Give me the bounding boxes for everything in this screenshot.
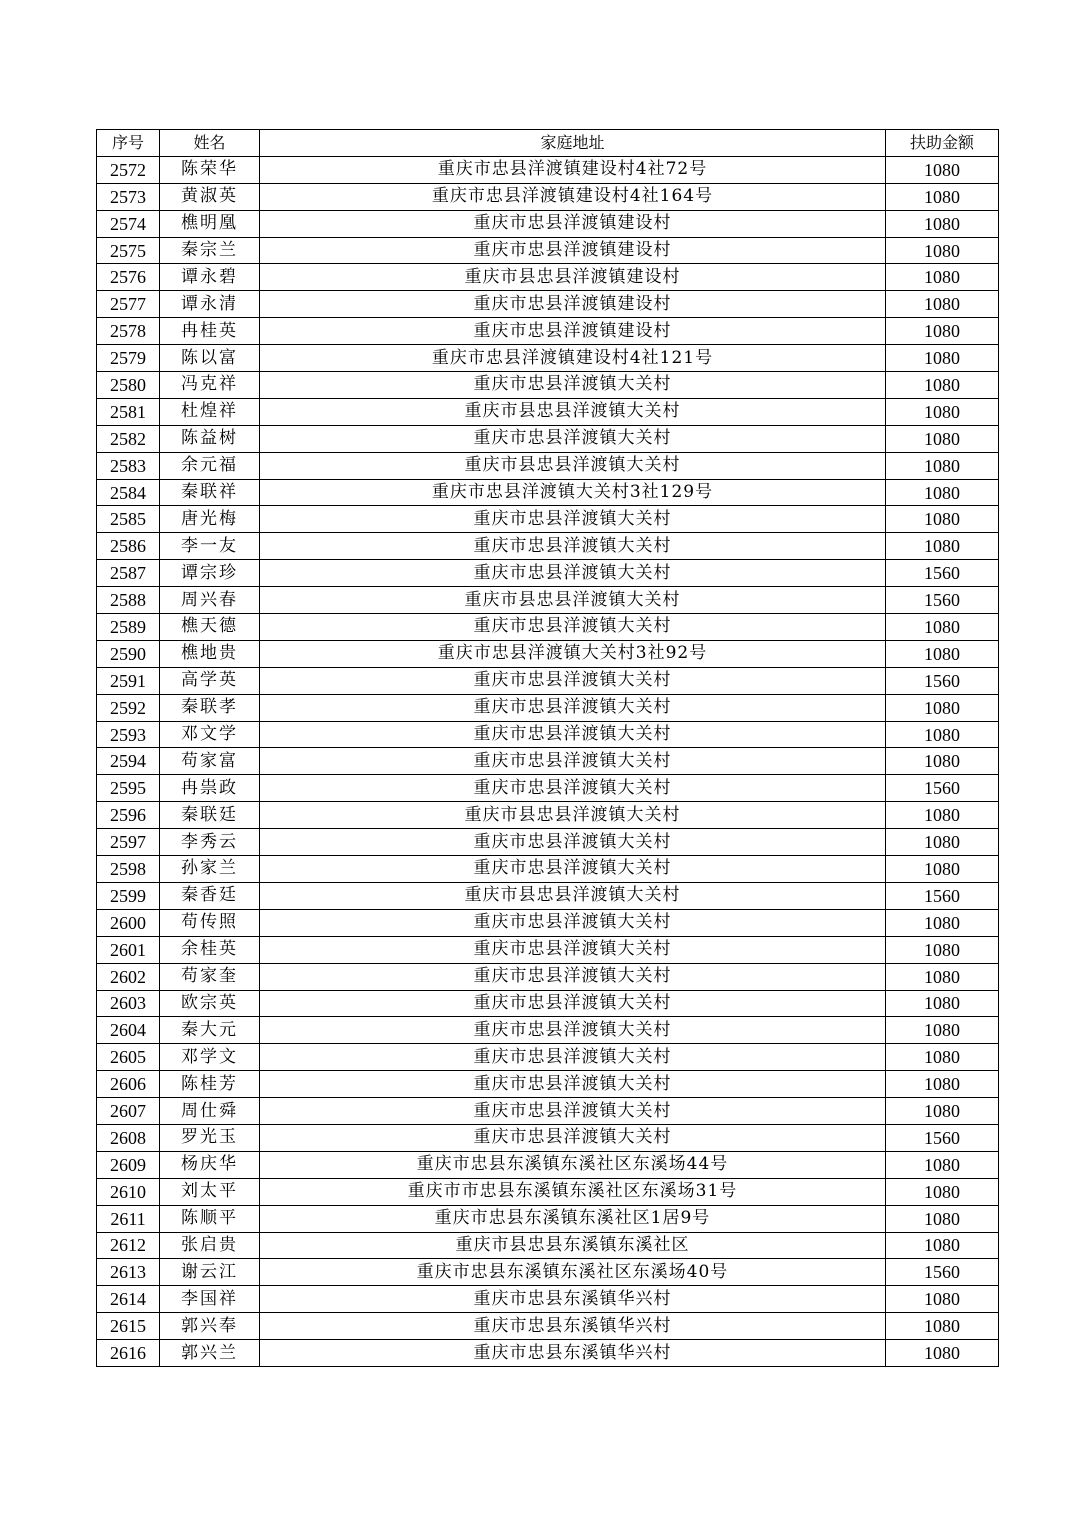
address-cell: 重庆市县忠县东溪镇东溪社区 [260,1232,886,1259]
name-cell: 谭永清 [160,291,260,318]
serial-cell: 2581 [97,398,160,425]
table-row [97,425,999,452]
name-cell: 张启贵 [160,1232,260,1259]
name-cell: 黄淑英 [160,183,260,210]
serial-cell: 2603 [97,990,160,1017]
address-cell: 重庆市县忠县洋渡镇建设村 [260,264,886,291]
name-cell: 秦联孝 [160,694,260,721]
table-row [97,533,999,560]
amount-cell: 1080 [886,1044,999,1071]
table-row [97,345,999,372]
address-cell: 重庆市忠县洋渡镇大关村3社129号 [260,479,886,506]
amount-cell: 1080 [886,1071,999,1098]
table-row [97,1178,999,1205]
serial-cell: 2583 [97,452,160,479]
serial-cell: 2576 [97,264,160,291]
amount-cell: 1080 [886,963,999,990]
table-row [97,1124,999,1151]
name-cell: 樵明凰 [160,210,260,237]
amount-cell: 1560 [886,1124,999,1151]
table-row [97,614,999,641]
name-cell: 秦联祥 [160,479,260,506]
name-cell: 谭永碧 [160,264,260,291]
serial-cell: 2598 [97,856,160,883]
amount-cell: 1080 [886,210,999,237]
table-row [97,1313,999,1340]
address-cell: 重庆市县忠县洋渡镇大关村 [260,882,886,909]
name-cell: 周仕舜 [160,1098,260,1125]
column-header-amount: 扶助金额 [886,130,999,157]
serial-cell: 2602 [97,963,160,990]
address-cell: 重庆市县忠县洋渡镇大关村 [260,398,886,425]
amount-cell: 1080 [886,1017,999,1044]
amount-cell: 1080 [886,1313,999,1340]
name-cell: 郭兴奉 [160,1313,260,1340]
amount-cell: 1080 [886,990,999,1017]
serial-cell: 2579 [97,345,160,372]
address-cell: 重庆市忠县洋渡镇建设村 [260,237,886,264]
address-cell: 重庆市忠县洋渡镇大关村 [260,614,886,641]
serial-cell: 2605 [97,1044,160,1071]
amount-cell: 1080 [886,721,999,748]
table-row [97,694,999,721]
amount-cell: 1080 [886,506,999,533]
amount-cell: 1080 [886,748,999,775]
serial-cell: 2606 [97,1071,160,1098]
name-cell: 陈顺平 [160,1205,260,1232]
table-body [97,156,999,1366]
address-cell: 重庆市忠县东溪镇东溪社区东溪场44号 [260,1151,886,1178]
name-cell: 陈以富 [160,345,260,372]
name-cell: 苟家富 [160,748,260,775]
serial-cell: 2613 [97,1259,160,1286]
address-cell: 重庆市忠县东溪镇华兴村 [260,1340,886,1367]
amount-cell: 1080 [886,372,999,399]
name-cell: 郭兴兰 [160,1340,260,1367]
address-cell: 重庆市忠县洋渡镇大关村 [260,909,886,936]
relief-table [96,129,999,1367]
serial-cell: 2615 [97,1313,160,1340]
name-cell: 余桂英 [160,936,260,963]
address-cell: 重庆市忠县洋渡镇大关村 [260,1098,886,1125]
amount-cell: 1080 [886,1178,999,1205]
table-row [97,748,999,775]
amount-cell: 1080 [886,398,999,425]
serial-cell: 2592 [97,694,160,721]
table-row [97,990,999,1017]
address-cell: 重庆市忠县东溪镇东溪社区1居9号 [260,1205,886,1232]
table-row [97,1044,999,1071]
column-header-name: 姓名 [160,130,260,157]
amount-cell: 1560 [886,1259,999,1286]
table-row [97,1259,999,1286]
amount-cell: 1080 [886,345,999,372]
amount-cell: 1080 [886,936,999,963]
address-cell: 重庆市忠县洋渡镇大关村 [260,936,886,963]
amount-cell: 1080 [886,318,999,345]
serial-cell: 2601 [97,936,160,963]
amount-cell: 1080 [886,856,999,883]
name-cell: 杨庆华 [160,1151,260,1178]
table-row [97,587,999,614]
address-cell: 重庆市忠县洋渡镇大关村3社92号 [260,640,886,667]
table-row [97,183,999,210]
serial-cell: 2588 [97,587,160,614]
relief-table-sheet [96,129,998,1367]
serial-cell: 2577 [97,291,160,318]
name-cell: 罗光玉 [160,1124,260,1151]
serial-cell: 2611 [97,1205,160,1232]
serial-cell: 2589 [97,614,160,641]
address-cell: 重庆市县忠县洋渡镇大关村 [260,452,886,479]
serial-cell: 2573 [97,183,160,210]
amount-cell: 1080 [886,1151,999,1178]
serial-cell: 2599 [97,882,160,909]
amount-cell: 1080 [886,802,999,829]
table-row [97,775,999,802]
address-cell: 重庆市忠县洋渡镇大关村 [260,560,886,587]
name-cell: 冉桂英 [160,318,260,345]
address-cell: 重庆市忠县洋渡镇大关村 [260,990,886,1017]
serial-cell: 2614 [97,1286,160,1313]
amount-cell: 1080 [886,1232,999,1259]
address-cell: 重庆市忠县洋渡镇大关村 [260,829,886,856]
column-header-address: 家庭地址 [260,130,886,157]
address-cell: 重庆市市忠县东溪镇东溪社区东溪场31号 [260,1178,886,1205]
address-cell: 重庆市忠县洋渡镇大关村 [260,856,886,883]
serial-cell: 2580 [97,372,160,399]
amount-cell: 1080 [886,452,999,479]
address-cell: 重庆市忠县洋渡镇大关村 [260,1017,886,1044]
address-cell: 重庆市忠县洋渡镇大关村 [260,963,886,990]
address-cell: 重庆市忠县洋渡镇建设村4社121号 [260,345,886,372]
table-row [97,479,999,506]
address-cell: 重庆市忠县洋渡镇大关村 [260,1071,886,1098]
table-row [97,963,999,990]
amount-cell: 1080 [886,1205,999,1232]
name-cell: 秦联廷 [160,802,260,829]
table-row [97,1340,999,1367]
table-row [97,1232,999,1259]
table-header-row [97,130,999,157]
name-cell: 陈荣华 [160,156,260,183]
table-row [97,506,999,533]
name-cell: 高学英 [160,667,260,694]
address-cell: 重庆市忠县东溪镇东溪社区东溪场40号 [260,1259,886,1286]
serial-cell: 2574 [97,210,160,237]
address-cell: 重庆市忠县洋渡镇大关村 [260,372,886,399]
amount-cell: 1080 [886,425,999,452]
address-cell: 重庆市忠县洋渡镇建设村4社164号 [260,183,886,210]
amount-cell: 1080 [886,264,999,291]
serial-cell: 2612 [97,1232,160,1259]
table-row [97,1071,999,1098]
amount-cell: 1080 [886,1098,999,1125]
amount-cell: 1080 [886,237,999,264]
serial-cell: 2587 [97,560,160,587]
amount-cell: 1080 [886,183,999,210]
serial-cell: 2575 [97,237,160,264]
serial-cell: 2593 [97,721,160,748]
table-row [97,264,999,291]
amount-cell: 1080 [886,640,999,667]
address-cell: 重庆市忠县洋渡镇大关村 [260,1124,886,1151]
table-row [97,1205,999,1232]
serial-cell: 2608 [97,1124,160,1151]
table-row [97,1098,999,1125]
name-cell: 唐光梅 [160,506,260,533]
amount-cell: 1080 [886,156,999,183]
address-cell: 重庆市忠县洋渡镇建设村 [260,210,886,237]
amount-cell: 1560 [886,775,999,802]
table-row [97,1017,999,1044]
amount-cell: 1080 [886,694,999,721]
serial-cell: 2595 [97,775,160,802]
address-cell: 重庆市县忠县洋渡镇大关村 [260,587,886,614]
address-cell: 重庆市忠县东溪镇华兴村 [260,1313,886,1340]
address-cell: 重庆市忠县洋渡镇大关村 [260,533,886,560]
address-cell: 重庆市忠县洋渡镇大关村 [260,748,886,775]
amount-cell: 1560 [886,667,999,694]
address-cell: 重庆市忠县洋渡镇建设村4社72号 [260,156,886,183]
serial-cell: 2582 [97,425,160,452]
serial-cell: 2585 [97,506,160,533]
table-row [97,1286,999,1313]
amount-cell: 1560 [886,560,999,587]
address-cell: 重庆市县忠县洋渡镇大关村 [260,802,886,829]
serial-cell: 2604 [97,1017,160,1044]
serial-cell: 2578 [97,318,160,345]
name-cell: 谭宗珍 [160,560,260,587]
name-cell: 余元福 [160,452,260,479]
table-row [97,802,999,829]
name-cell: 李一友 [160,533,260,560]
name-cell: 邓文学 [160,721,260,748]
serial-cell: 2610 [97,1178,160,1205]
name-cell: 秦香廷 [160,882,260,909]
table-row [97,936,999,963]
address-cell: 重庆市忠县洋渡镇建设村 [260,291,886,318]
name-cell: 周兴春 [160,587,260,614]
serial-cell: 2616 [97,1340,160,1367]
table-row [97,452,999,479]
table-row [97,372,999,399]
address-cell: 重庆市忠县洋渡镇大关村 [260,775,886,802]
amount-cell: 1560 [886,882,999,909]
serial-cell: 2591 [97,667,160,694]
name-cell: 孙家兰 [160,856,260,883]
table-row [97,398,999,425]
name-cell: 陈桂芳 [160,1071,260,1098]
table-row [97,1151,999,1178]
serial-cell: 2590 [97,640,160,667]
table-row [97,667,999,694]
name-cell: 邓学文 [160,1044,260,1071]
amount-cell: 1080 [886,829,999,856]
table-row [97,560,999,587]
amount-cell: 1080 [886,614,999,641]
address-cell: 重庆市忠县洋渡镇大关村 [260,721,886,748]
serial-cell: 2597 [97,829,160,856]
name-cell: 陈益树 [160,425,260,452]
serial-cell: 2609 [97,1151,160,1178]
address-cell: 重庆市忠县东溪镇华兴村 [260,1286,886,1313]
table-row [97,210,999,237]
name-cell: 冯克祥 [160,372,260,399]
address-cell: 重庆市忠县洋渡镇大关村 [260,667,886,694]
serial-cell: 2596 [97,802,160,829]
amount-cell: 1080 [886,1286,999,1313]
table-row [97,909,999,936]
serial-cell: 2600 [97,909,160,936]
serial-cell: 2607 [97,1098,160,1125]
table-row [97,318,999,345]
name-cell: 杜煌祥 [160,398,260,425]
address-cell: 重庆市忠县洋渡镇大关村 [260,1044,886,1071]
name-cell: 苟家奎 [160,963,260,990]
address-cell: 重庆市忠县洋渡镇大关村 [260,425,886,452]
serial-cell: 2594 [97,748,160,775]
table-row [97,829,999,856]
amount-cell: 1080 [886,291,999,318]
table-row [97,291,999,318]
name-cell: 李国祥 [160,1286,260,1313]
table-row [97,856,999,883]
table-row [97,882,999,909]
name-cell: 秦大元 [160,1017,260,1044]
serial-cell: 2584 [97,479,160,506]
table-row [97,640,999,667]
amount-cell: 1080 [886,479,999,506]
name-cell: 樵地贵 [160,640,260,667]
name-cell: 欧宗英 [160,990,260,1017]
address-cell: 重庆市忠县洋渡镇建设村 [260,318,886,345]
name-cell: 冉祟政 [160,775,260,802]
name-cell: 苟传照 [160,909,260,936]
serial-cell: 2572 [97,156,160,183]
column-header-serial: 序号 [97,130,160,157]
address-cell: 重庆市忠县洋渡镇大关村 [260,694,886,721]
amount-cell: 1560 [886,587,999,614]
serial-cell: 2586 [97,533,160,560]
name-cell: 秦宗兰 [160,237,260,264]
table-row [97,156,999,183]
address-cell: 重庆市忠县洋渡镇大关村 [260,506,886,533]
name-cell: 刘太平 [160,1178,260,1205]
name-cell: 樵天德 [160,614,260,641]
name-cell: 李秀云 [160,829,260,856]
amount-cell: 1080 [886,909,999,936]
table-row [97,237,999,264]
name-cell: 谢云江 [160,1259,260,1286]
amount-cell: 1080 [886,1340,999,1367]
amount-cell: 1080 [886,533,999,560]
table-row [97,721,999,748]
